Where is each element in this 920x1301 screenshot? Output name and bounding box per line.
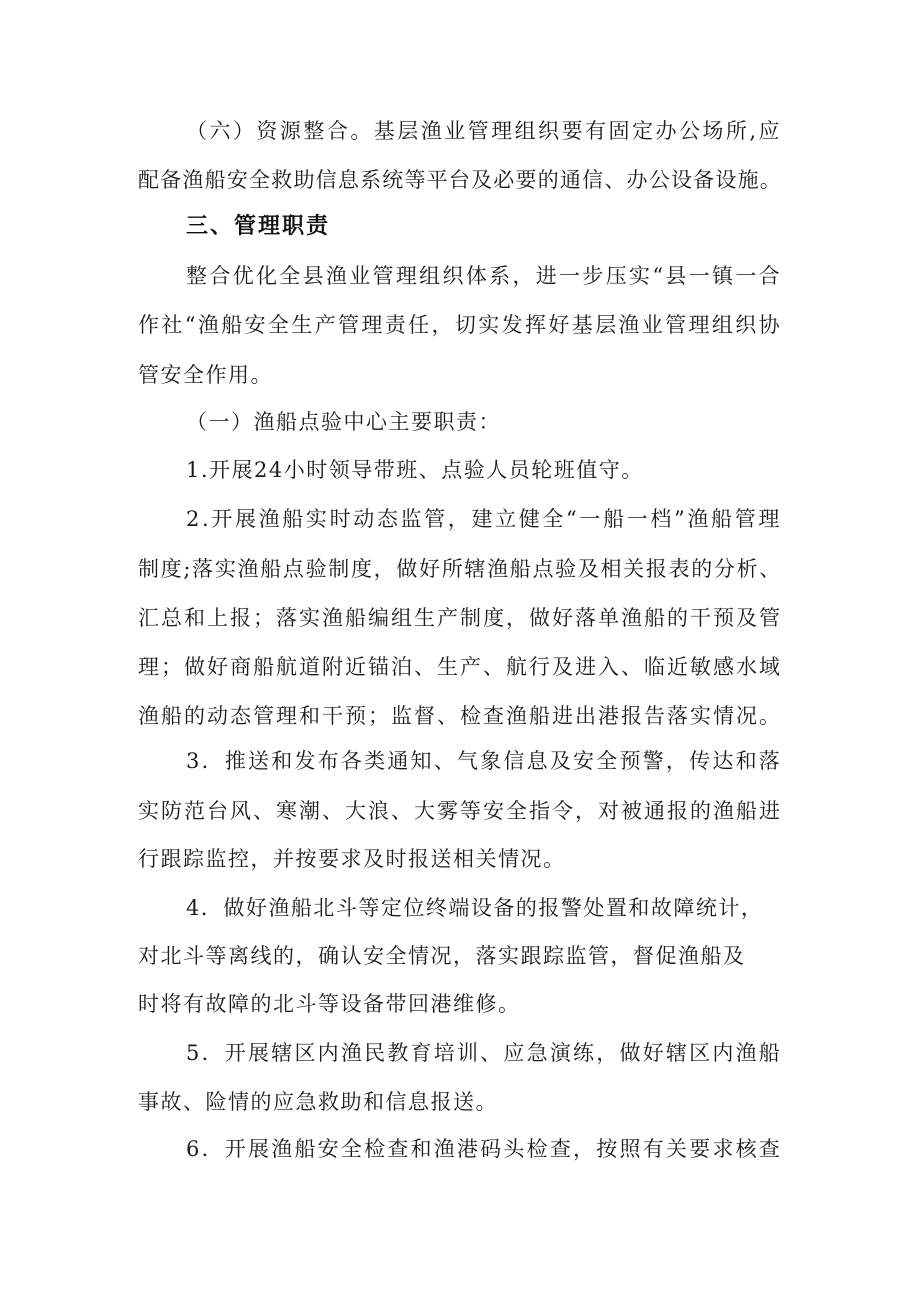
text-line: 理；做好商船航道附近锚泊、生产、航行及进入、临近敏感水域 (138, 655, 782, 679)
sub-heading: （一）渔船点验中心主要职责： (186, 410, 501, 434)
text-line: 行跟踪监控，并按要求及时报送相关情况。 (138, 847, 566, 871)
text-line: 渔船的动态管理和干预；监督、检查渔船进出港报告落实情况。 (138, 704, 782, 728)
text-line: 4．做好渔船北斗等定位终端设备的报警处置和故障统计， (186, 896, 764, 920)
text-line: 5．开展辖区内渔民教育培训、应急演练，做好辖区内渔船 (186, 1041, 782, 1065)
text-line: 管安全作用。 (138, 363, 273, 387)
text-line: 时将有故障的北斗等设备带回港维修。 (138, 992, 521, 1016)
text-line: 2.开展渔船实时动态监管，建立健全“一船一档”渔船管理 (186, 507, 782, 531)
text-line: 1.开展24小时领导带班、点验人员轮班值守。 (186, 458, 644, 482)
text-line: 实防范台风、寒潮、大浪、大雾等安全指令，对被通报的渔船进 (138, 799, 782, 823)
text-line: 对北斗等离线的，确认安全情况，落实跟踪监管，督促渔船及 (138, 944, 746, 968)
text-line: 汇总和上报；落实渔船编组生产制度，做好落单渔船的干预及管 (138, 606, 782, 630)
text-line: 3．推送和发布各类通知、气象信息及安全预警，传达和落 (186, 749, 782, 773)
text-line: 配备渔船安全救助信息系统等平台及必要的通信、办公设备设施。 (138, 168, 782, 192)
text-line: （六）资源整合。基层渔业管理组织要有固定办公场所,应 (186, 119, 782, 143)
text-line: 事故、险情的应急救助和信息报送。 (138, 1090, 498, 1114)
text-line: 6．开展渔船安全检查和渔港码头检查，按照有关要求核查 (186, 1137, 782, 1161)
text-line: 整合优化全县渔业管理组织体系，进一步压实“县一镇一合 (186, 264, 782, 288)
text-line: 作社“渔船安全生产管理责任，切实发挥好基层渔业管理组织协 (138, 313, 782, 337)
text-line: 制度;落实渔船点验制度，做好所辖渔船点验及相关报表的分析、 (138, 557, 782, 581)
section-heading: 三、管理职责 (186, 214, 331, 239)
